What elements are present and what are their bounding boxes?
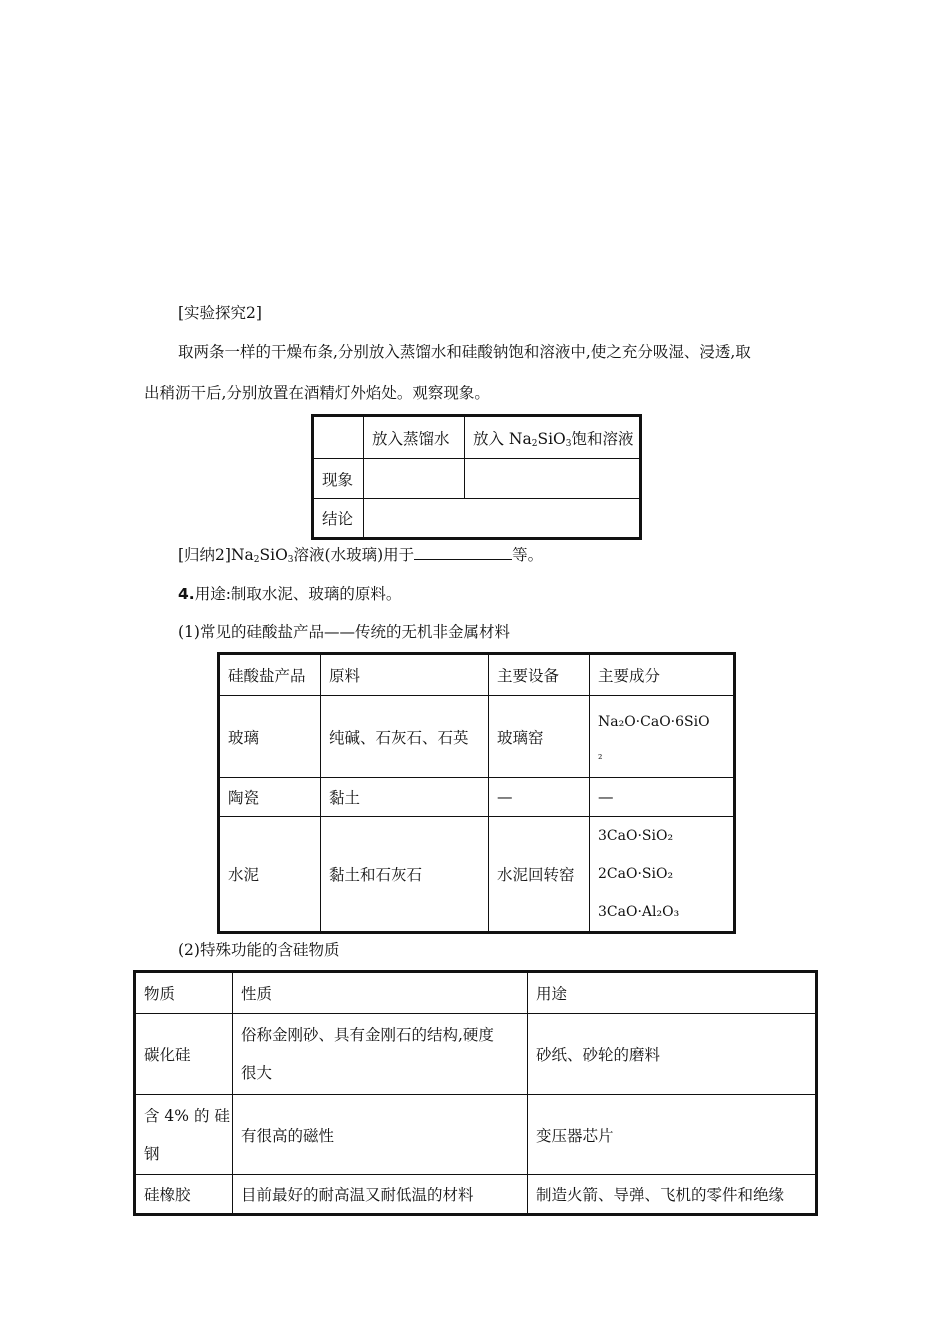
experiment-table-corner [313,416,364,459]
use-title: 4.用途:制取水泥、玻璃的原料。 [178,585,402,603]
ceramic-composition: — [590,778,735,817]
special-silicon-table [133,970,818,1216]
silicon-steel-property: 有很高的磁性 [233,1095,528,1175]
header-substance: 物质 [135,972,233,1014]
ceramic-equipment: — [489,778,590,817]
cement-material: 黏土和石灰石 [321,817,489,933]
silicone-rubber-use: 制造火箭、导弹、飞机的零件和绝缘 [528,1175,817,1215]
cement-equipment: 水泥回转窑 [489,817,590,933]
experiment-paragraph-line2: 出稍沥干后,分别放置在酒精灯外焰处。观察现象。 [144,384,490,402]
glass-equipment: 玻璃窑 [489,696,590,778]
silicone-rubber-substance: 硅橡胶 [135,1175,233,1215]
subsection-2-title: (2)特殊功能的含硅物质 [178,941,340,959]
silicone-rubber-property: 目前最好的耐高温又耐低温的材料 [233,1175,528,1215]
header-equipment: 主要设备 [489,654,590,696]
experiment-row-conclusion: 结论 [313,499,364,539]
experiment-heading: [实验探究2] [178,304,262,322]
sic-substance: 碳化硅 [135,1014,233,1095]
cement-composition: 3CaO·SiO₂ 2CaO·SiO₂ 3CaO·Al₂O₃ [590,817,735,933]
experiment-cell [465,459,641,499]
glass-name: 玻璃 [219,696,321,778]
ceramic-material: 黏土 [321,778,489,817]
glass-composition: Na₂O·CaO·6SiO ₂ [590,696,735,778]
fill-in-blank[interactable] [414,545,512,560]
glass-material: 纯碱、石灰石、石英 [321,696,489,778]
silicate-products-table [217,652,736,934]
sic-property: 俗称金刚砂、具有金刚石的结构,硬度 很大 [233,1014,528,1095]
header-material: 原料 [321,654,489,696]
ceramic-name: 陶瓷 [219,778,321,817]
summary-line: [归纳$2]Na_2SiO_3$溶液(水玻璃)用于 等。 [178,546,544,565]
header-property: 性质 [233,972,528,1014]
experiment-cell [364,459,465,499]
silicon-steel-use: 变压器芯片 [528,1095,817,1175]
silicon-steel-substance: 含 4% 的 硅 钢 [135,1095,233,1175]
header-composition: 主要成分 [590,654,735,696]
experiment-col-water: 放入蒸馏水 [364,416,465,459]
subsection-1-title: (1)常见的硅酸盐产品——传统的无机非金属材料 [178,623,510,641]
header-use: 用途 [528,972,817,1014]
experiment-table [311,414,642,540]
experiment-cell [364,499,641,539]
sic-use: 砂纸、砂轮的磨料 [528,1014,817,1095]
header-product: 硅酸盐产品 [219,654,321,696]
experiment-col-silicate: 放入 $Na_2SiO_3$饱和溶液 [465,416,641,459]
experiment-row-phenomenon: 现象 [313,459,364,499]
experiment-paragraph-line1: 取两条一样的干燥布条,分别放入蒸馏水和硅酸钠饱和溶液中,使之充分吸湿、浸透,取 [178,343,751,361]
cement-name: 水泥 [219,817,321,933]
